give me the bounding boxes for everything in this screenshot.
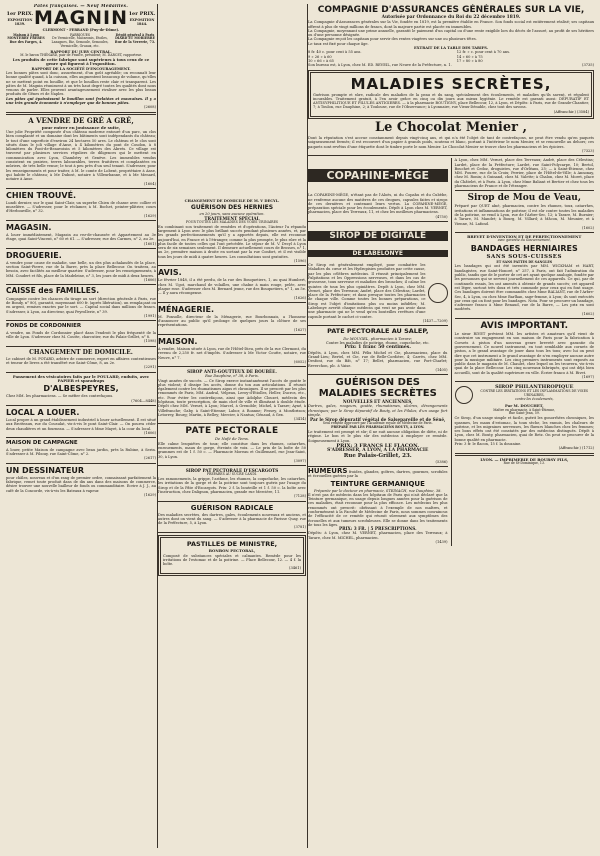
ad-magasin-body: A louer immédiatement, Magasin au rez-de-chaussée et Appartement au 3e étage, quai Saint-Vincent, n° 60 et 61. — S'adresser, rue des Carmes, n° 2, au 2e.	[6, 233, 156, 242]
ad-brevet: BREVET D'INVENTION ET DE PERFECTIONNEMENT	[467, 234, 582, 240]
ad-guerison2-ref: (5386)	[435, 459, 448, 464]
imprint: LYON. — IMPRIMERIE DE BOURSY FILS,	[480, 456, 569, 462]
ad-sirop-antigoutteux-ref: (3414)	[294, 417, 306, 422]
magnin-fabriques: FABRIQUES De Vermicelle, Macaronis, Etoiles, Lazagnes, Riz, Semoule, Semoules, Vermicelle, Gruaux, etc.	[51, 32, 109, 48]
magnin-expo-left: EXPOSITION 1839.	[7, 17, 33, 26]
ad-vendre-body: Une jolie Propriété composée d'un château moderne entouré d'un parc, un clos bien complanté et un domaine dont les bâtiments sont indépendants du château; le tout d'une superficie d'environ 24 hectares 50 ares. Le château et le clos sont situés dans le joli village d'Anse, à 4 kilomètres du pont de Coudon, à 8 kilomètres du Pont-de-Beauvoisin et 5 kilomètres des Abrets. Ce village est traversé par plusieurs services réguliers de diligences qui le mettent en communication avec Lyon, Chambéry et Genève. Les immeubles vendus consistent en prairies, terres labourables, terres fruitières et complantées en mûriers, de très belle venue; le tout à peu près d'un seul tenant. S'adresser, pour les renseignements et pour traiter, à M. le comte de Lobent, propriétaire à Anse, qui habite le château; à Me Dubost, notaire à Villeurbanne, et à Me Menard, notaire à Anse.	[6, 129, 156, 182]
ad-maison-campagne	[6, 440, 156, 460]
ad-vendre-sub: pour entrer en jouissance de suite,	[41, 124, 121, 130]
ad-vecyl-traitement: TRAITEMENT SPÉCIAL	[204, 215, 260, 221]
magnin-jury: RAPPORT DU JURY CENTRAL.	[50, 49, 112, 54]
ad-droguerie	[6, 251, 156, 282]
ad-pastilles-body: Composé de substances spéciales et calmantes. Remède pour les irritations de l'estomac et de la poitrine. — Place Bellecour, 12. — 4 f. la boîte.	[163, 553, 301, 567]
rate-cell: 9 » 26 » à 60	[308, 54, 332, 59]
rate-cell: 14 » 60 » à 75	[456, 54, 483, 59]
ad-mou-de-veau	[455, 193, 595, 230]
ad-pate-pectorale-sub: De Nafé de Tems.	[214, 436, 250, 442]
ad-vendre	[6, 117, 156, 186]
ad-changement-title: CHANGEMENT DE DOMICILE.	[29, 348, 133, 356]
ad-magasin-ref: (1601)	[144, 241, 156, 246]
ad-escargots-sub: PRÉPARÉS AU SUCRE CANDI.	[206, 472, 258, 477]
ad-fonds-title: FONDS DE CORDONNIER	[6, 323, 82, 330]
ad-vie-intro: Le taux est fixé pour chaque âge.	[308, 41, 369, 46]
ad-caisse	[6, 287, 156, 318]
magnin-left-houses: Maison à Lyon MONTERRY FRÈRES Rue des Farges, 4.	[7, 32, 45, 45]
magnin-footer: Les pâtes qui épaississent le bouillon sont frelatées et mauvaises. Il y a une très grande économie à n'employer que de bonnes pâtes.	[6, 96, 156, 106]
ad-caisse-ref: (1991)	[144, 314, 156, 319]
ad-assurances-vie	[308, 5, 594, 68]
ad-avis-body: Le février 1848, il a été perdu, de la rue des Bouquetiers, 1, au quai Humbert, chez M. Ugot, marchand de volailles, une chaîne à main rouge, pelée, avec plaque rose. S'adresser chez M. Bernard jeune, rue des Bouquetiers, n° 1, au 5e. — Il y aura récompense.	[158, 278, 306, 296]
column-middle	[158, 4, 306, 848]
magnin-body: Les bonnes pâtes sont donc, assurément, d'un goût agréable; on reconnaît leur bonne qualité quand, à la cuisson, elles augmentent beaucoup de volume, qu'elles ne se mettent point en bouillie, et que le bouillon reste clair et transparent. Les pâtes de M. Magnin réunissent à un très haut degré toutes les qualités dont nous venons de parler. Elles peuvent avantageusement rivaliser avec les plus beaux produits de Gênes et de Naples.	[6, 70, 156, 97]
ad-fonds	[6, 323, 156, 343]
ad-guerison-radicale-ref: (3781)	[294, 525, 306, 530]
ad-phil-sub: CONTRE LES IRRITATIONS ET LES INFLAMMATIONS DE VOIES URINAIRES,	[480, 389, 589, 398]
ad-dessinateur-ref: (1629)	[144, 492, 156, 497]
ad-chocolat-body: Dont la réputation s'est accrue constamment depuis vingt-cinq ans, et qui n'a été l'objet de tant de contrefaçons, ne peut être vendu qu'en paquets soigneusement fermés; il est recouvert d'un papier à grands poids, soutenu et blanc, portant à l'intérieur le nom Menier, et se renouvelle au dehors; ces paquets sont revêtus d'une étiquette dont le timbre porte le nom Menier. Le Chocolat Menier se trouve chez les pharmaciens et les épiciers.	[308, 136, 594, 149]
ad-changement	[6, 349, 156, 370]
ad-vie-footer: Son bureau est, à Lyon, chez M. ED. REVEIL, rue Neuve de la Préfecture, n. 1.	[308, 63, 452, 68]
ad-droguerie-ref: (1606)	[144, 278, 156, 283]
ad-chocolat-title: Le Chocolat Menier ,	[374, 120, 528, 136]
ad-salep-prix: Prix: 1 franc 50 centimes.	[344, 345, 411, 351]
ad-salep	[308, 328, 448, 372]
ad-avis-important-title: AVIS IMPORTANT.	[480, 321, 568, 332]
ad-changement-ref: (2291)	[144, 365, 156, 370]
ad-pate-pectorale	[158, 426, 306, 463]
ad-phil-prix: Prix: 3 fr. le flacon, 15 f. la douzaine.	[454, 441, 522, 446]
ad-escargots	[158, 468, 306, 498]
ad-chocolat	[308, 121, 594, 153]
column-right	[308, 4, 594, 848]
imprint-address: Rue de St-Dominique, 13.	[503, 460, 545, 465]
ad-changement-body: Le cabinet de M. POTARD, arbitre de commerce, expert en affaires contentieuses et teneur de livres a été transféré rue Saint-Côme, 8, au 2e.	[6, 356, 156, 366]
ad-vie-title: COMPAGNIE D'ASSURANCES GÉNÉRALES SUR LA VIE,	[317, 5, 585, 15]
ad-menagerie	[158, 305, 306, 332]
ad-chien-body: Lundi dernier, sur le quai Saint-Clair, un superbe Chien de chasse avec collier et muselière. — S'adresser, pour le réclamer, à M. Bochet, peintre-plâtrier, cours d'Herbouville, n° 32.	[6, 200, 156, 214]
ad-menagerie-ref: (1627)	[294, 327, 306, 332]
ad-digitale-sub: DE LABELONYE	[308, 250, 448, 257]
ad-mou-title: Sirop de Mou de Veau,	[467, 193, 581, 204]
magnin-right-houses: Dépôt général à Paris DIARD ET MORIERRE Rue de la Verrerie, 73.	[114, 32, 156, 45]
ad-albespeyres	[6, 375, 156, 403]
ad-depots-list	[455, 158, 595, 188]
ad-magasin-title: MAGASIN.	[6, 223, 52, 232]
ad-guerison2-rue: Rue Palais-Grillet, 23.	[343, 453, 412, 460]
seal-icon	[455, 386, 473, 404]
ad-humeurs-ref: (1439)	[435, 540, 448, 545]
ad-vie-body2: La Compagnie, moyennant une prime annuelle, garantit le paiement d'un capital ou d'une rente exigible lors du décès de l'assuré, au profit de ses héritiers ou d'une personne désignée.	[308, 28, 594, 38]
ad-guerison2-depot2: Seul remède approuvé par l'Académie royale de Médecine de Paris.	[322, 421, 433, 426]
ad-phil-ref: (Affranchir.) (1712)	[558, 446, 594, 451]
ad-guerison2-addr: S'ADRESSER, A LYON, A LA PHARMACIE	[327, 447, 429, 453]
ad-sirop-antigoutteux-addr: Rue Dauphine, n° 38, à Paris.	[205, 374, 259, 379]
ad-pastilles	[158, 535, 306, 576]
ad-menagerie-body: M. Ponsolle, directeur de la Ménagerie, rue Bourbonnais, a l'honneur d'annoncer au public qu'il prolonge de quelques jours la clôture de ses représentations.	[158, 314, 306, 328]
ad-vie-body1: La Compagnie d'Assurances générales sur la Vie, fondée en 1819, est la première établie en France. Son fonds social est entièrement réalisé; ses capitaux offrent à plus de vingt millions de francs, dont la majeure partie est placée en immeubles.	[308, 20, 594, 29]
ad-vendre-title: A VENDRE DE GRÉ A GRÉ,	[28, 115, 134, 125]
ad-guerison2-prix: PRIX: 3 FRANCS LE FLACON.	[336, 442, 420, 449]
ad-humeurs	[308, 466, 448, 545]
ad-maison-campagne-body: A louer, petite Maison de campagne avec beau jardin, près la Rubine, à Serin. S'adresser à M. Pibouy, rue Saint-Côme, n° 2.	[6, 447, 156, 457]
ad-digitale-ref: (1437—7209)	[422, 318, 448, 323]
magnin-society: RAPPORT DE LA SOCIÉTÉ D'ENCOURAGEMENT.	[31, 66, 131, 71]
ad-phil-body: Ce Sirop, d'un usage simple et facile, guérit les gonorrhées chroniques, les spasmes, les maux d'estomac, la toux sèche, les ennuis, les chaleurs de poitrine, et les migraines nerveuses, les flueurs blanches chez les femmes; ses bons effets ont été constatés par des médecins distingués. Dépôt à Lyon, chez M. Bouty, pharmacien, quai de Retz. On peut se procurer de la bonne qualité en pharmacie.	[454, 416, 594, 442]
ad-vecyl-guerison: GUÉRISON DES HERNIES	[190, 204, 274, 212]
ad-droguerie-title: DROGUERIE.	[6, 250, 62, 260]
ad-phil-sub2: contre les écoulements,	[515, 396, 554, 401]
ad-bandages-sub: SANS SOUS-CUISSES	[486, 254, 562, 261]
ad-salep-body: Contre les maladies de poitrine, rhume, coqueluche, etc.	[325, 340, 430, 345]
ad-sirop-antigoutteux-body: Vingt années de succès. — Ce Sirop exerce instantanément l'accès de goutte le plus violent; il dissipe les accès, donne du ton aux articulations. Il réussit également contre les rhumatismes aigus et chroniques. Il se prescrit par les plus renommés de Paris, MM. Andral, Velpeau, Leroy-d'Etiolles, Heller, Ducros, etc., etc. Pour éviter les contrefaçons, ainsi que Adolphe Clouzet, médecin des hôpitaux, toute prescription, de main chef de ville et illimitant à double étude. Dépôt chez MM. Vernet, à Lyon; Marcel, à Grenoble; Michel, à Tarare; Ayné, à Villefranche; Gaby, à Saint-Etienne; Labor, à Roanne; Fessey, à Montbrison; Letorrey, Bourg; Martin, à Belley; Mercier, à Nantua; Génaud, à Gex.	[158, 378, 306, 417]
ad-avis-ref: (1626)	[294, 295, 306, 300]
ad-dessinateur-body: pour châles, nouveau et d'un rang de premier ordre, connaissant parfaitement la fabrique, remet toute produit dans de dix ans dans des maisons de commerce, désire trouver une nouvelle bailleur de fonds ou commanditaire. Ecrire à J. J., au café de la Concorde, vis-à-vis les Bateaux à vapeur.	[6, 475, 156, 493]
ad-fonds-body: A vendre, un Fonds de Cordonnier placé dans l'endroit le plus fréquenté de la ville de Lyon. S'adresser chez M. Coutte, charcutier, rue du Palais-Grillet, n° 8.	[6, 330, 156, 340]
ad-pastilles-sub: BONBON PECTORAL,	[208, 548, 256, 554]
ad-vie-sub: Autorisée par Ordonnance du Roi du 22 décembre 1819.	[381, 15, 521, 20]
ad-sirop-digitale	[308, 231, 448, 323]
ad-fonds-ref: (1598)	[144, 339, 156, 344]
ad-chocolat-ref: (7323)	[582, 148, 594, 153]
ad-humeurs-teinture: TEINTURE GERMANIQUE	[330, 479, 425, 488]
ad-avis-important	[455, 321, 595, 379]
ad-mou-body: Préparé par QUET aîné, pharmacien, contre les rhumes, toux, catarrhes, irritations et inflammations de poitrine; il est sûr contre toutes les maladies de la poitrine, se vend à Lyon, rue de l'Arbre-Sec, 12; à Tarare, M. Burnier; à Tarare, M. Mandet; à Bourg, M. Villard; à Mâcon, M. Meunier, et à Vienne, M. Lafond.	[454, 204, 594, 226]
ad-copahine-body: La COPAHINE-MÈGE, n'étant pas de l'Aloès, ni du Copahu et du Cubèbe, ne renferme aucune des matières de ces drogues, capsules faites et sirops de ces dernières et contenant leurs vertus. La COPAHINE-MÈGE, préparation spéciale pour les écoulements. Dépôt à Lyon chez M. VERNET, pharmacien, place des Terreaux, 11, et chez les meilleurs pharmaciens.	[308, 193, 448, 215]
ad-menagerie-title: MÉNAGERIE.	[158, 304, 214, 314]
magnin-banner: Pâtes françaises. — Neuf Médailles.	[33, 4, 129, 8]
ad-phil-by2: Maître en pharmacie, à Saint-Étienne,	[493, 407, 556, 412]
ad-avis-important-ref: (1697)	[582, 375, 594, 380]
ad-vecyl-title: CHANGEMENT DE DOMICILE DE M. V DECYL.	[184, 199, 280, 203]
magnin-name: MAGNIN	[33, 7, 129, 30]
newspaper-ad-page	[6, 4, 594, 848]
ad-vie-body3: La Compagnie reçoit les capitaux pour servir des rentes viagères sur une ou plusieurs têtes.	[308, 37, 477, 42]
ad-vecyl-guerison-sub: en 20 jours, sans aucune opération.	[199, 212, 265, 217]
ad-guerison2-body2: Le traitement est prompt et sûr; il ne suit aucune obligation de diète, ni de régime. Le bon et le plus sûr des médecins à employer ce remède. Soigneusement à Lyon.	[308, 429, 448, 443]
ad-vecyl-traitement-sub: POUR TOUTES LES MALADIES DES VOIES URINAIRES	[185, 219, 279, 224]
ad-guerison2-sub: NOUVELLES ET ANCIENNES,	[342, 399, 413, 405]
rate-cell: 10 » 66 » à 65	[308, 58, 334, 63]
column-left	[6, 4, 156, 848]
ad-bandages-body: Les bandages qui ont été inventés par MM. WICKHAM et HART, bandagistes, rue Saint-Honoré, n° 257, à Paris, ont fait l'admiration du public, tandis que de le porter de cet art ayant quelque analogie, fondée par les personnes qui se servent journellement de ces appareils. Ce qui, par de continuels essais, les ont amenés à obtenir de grands succès; cet appareil est léger, surtout très doux et très commode pour ceux qui en font usage. Ces bandages doivent être commandés chez Mme BALIANT, rue de l'Arbre-Sec, 4, à Lyon, ou chez Mme Barlhan, sage-femme, à Lyon; ils sont exécutés par ceux qui on font pour les bandages. Nota. Pour se procurer un bandage, s'adresser franco à Mme Renaud, rue de la Barre, — Les prix en sont modérés.	[454, 264, 594, 312]
ad-guerison-radicale	[158, 504, 306, 530]
seal-icon	[428, 283, 448, 303]
ad-humeurs-title: HUMEURS	[308, 466, 348, 475]
rate-cell: 12 fr. » c. pour cent à 70 ans.	[456, 50, 511, 55]
ad-dessinateur-title: UN DESSINATEUR	[6, 465, 85, 475]
ad-phil-title: SIROP PHILANTHROPIQUE	[495, 384, 574, 391]
ad-digitale-body: Ce Sirop est généralement employé, pour combattre les Maladies du cœur et les Hydropisies produites par cette cause, par les plus célèbres médecins. Il réussit principalement les Palpitations et les Oppressions nerveuses, et dans les cas de grossesse, toux nerveuse et maladies des bronches; il calme les quintes de toux les plus opiniâtres. Depôt à Lyon, chez MM. Vernet, place des Terreaux; André, place des Célestins; Lardet, place de la Préfecture; et dans presque toutes les pharmacies de chaque ville. Comme toutes les bonnes préparations, ce Sirop est l'objet d'imitations plus ou moins infidèles; M. Labelonye avertit chaque médecin qui veut ne pas avoir dans une pharmacie qui ne le vend qu'en bouteilles revêtues d'une capsule portant le cachet ci-contre.	[308, 263, 426, 319]
magnin-place: CLERMONT - FERRAND (Puy-de-Dôme).	[42, 28, 120, 33]
ad-sirop-antigoutteux-title: SIROP ANTI-GOUTTEUX DE BOUBÉE.	[187, 369, 277, 375]
ad-humeurs-sub: Préparée par le docteur en pharmacie, STEINACH, rue Dauphine, 38.	[313, 488, 442, 493]
ad-caisse-body: Compagnie contre les chances du tirage au sort (direction générale à Paris, rue de Bondy, n° 80), garantit, moyennant 600 fr. (après libération), un remplaçant ou en argent, remises exactes par le sort. — Capital social dans millions de francs. S'adresser, à Lyon, au directeur, quai Peyrollerie, n° 39.	[6, 296, 156, 314]
ad-phil-addr: Rue Saint-Jean, 59.	[508, 411, 540, 416]
ad-vendre-ref: (1604)	[144, 181, 156, 186]
ad-sirop-antigoutteux	[158, 369, 306, 421]
ad-brevet-sub: avec garantie du Gouvernement,	[497, 238, 551, 243]
ad-secretes-body: Guérison prompte et sûre, radicale des maladies de la peau et du sang, spécialement des écoulements, et maladies qu'ils savent, et régulent incurables. Traitement gratuit, à l'en avoir grâce en cinq ou dix jours aux mieux hygiénie. Le remède est garanti aussi: DÉPURATIF ET ANTISYPHILITIQUE ET PILULES ANTIGIERES. — à la pharmacie BOUTIGNY, place Bellecour, 12, à Lyon, et Dépôts: à Paris, rue de Grande-Chantier, 7; à Toulon, rue Dauphine, 2; à Toulouse, rue de l'Observance; à Lyonnaire, rue Vieux-Dénuble, chez tout des savons.	[313, 92, 589, 110]
magnin-ref: (2608)	[144, 105, 156, 110]
ad-salep-depot: Dépôts, à Lyon, chez MM. Félix Michel et Cie, pharmaciens, place du Grand-Lieu; Bertel, et Cie, rue de Belle-Cordière, 4; Carrès, chez MM. Desfont, rue du Bât, n° 17; Bellet, pharmacien, rue Port-Charlet; Reverchon, plc. à Vaise.	[308, 350, 448, 368]
magnin-jury-names: M. le baron THÉNARD, pair de France, président; M. DARCET, rapporteur.	[20, 53, 142, 58]
ad-bandages-sub2: ET SANS PATTES DE SANGLES	[496, 259, 553, 264]
ad-avis	[158, 268, 306, 299]
ad-copahine-title: COPAHINE-MÈGE	[308, 169, 448, 182]
ad-caisse-title: CAISSE des FAMILLES.	[6, 286, 100, 296]
ad-albes-ref: (7604—8448)	[131, 398, 156, 403]
ad-local-body: Local propre à un grand établissement industriel à louer actuellement. Il est situé aux Brotteaux, rue du Cousulat, vis-à-vis le pont Saint-Clair. — On pourra céder deux chaudières et un fourneau. — S'adresser à Mme Mayet, à la cour du local.	[6, 418, 156, 431]
ad-chien-title: CHIEN TROUVÉ.	[6, 190, 77, 200]
ad-salep-ref: (1405)	[435, 367, 448, 372]
magnin-expo-right: EXPOSITION 1844.	[129, 17, 155, 26]
ad-guerison-radicale-title: GUÉRISON RADICALE	[190, 503, 274, 512]
ad-mou-ref: (1602)	[582, 225, 594, 230]
ad-guerison2-fabric: PRÉPARÉ PAR LES PHARMACIENS BOUTY, A LYON.	[331, 425, 425, 430]
ad-maladies-secretes	[308, 70, 594, 119]
ad-copahine	[308, 169, 448, 219]
ad-maison-campagne-ref: (2617)	[144, 456, 156, 461]
ad-escargots-ref: (7128)	[294, 494, 306, 499]
ad-bandages-title: BANDAGES HERNIAIRES	[470, 244, 578, 254]
ad-pate-pectorale-body: Elle calme lesquiétes de toux; elle constitue dans les rhumes, catarrhes, enrouements, maux de gorge, étreints de voix. — Le prix de la boîte de 50 grammes est de 1 f. 50 c. — Pharmacie Moreau et Guillemard, rue Jean-Saint, 30, à Lyon.	[158, 441, 306, 459]
magnin-ad	[6, 4, 156, 110]
ad-humeurs-body: Il n'est pas de médecin dans les hôpitaux de Paris qui n'ait déclaré que la Teinture germanique, en usage depuis longues années pour la guérison de ces maladies, était reconnue pour la plus efficace. Les médecins les plus renommés ont prescrit: obéissant à l'exemple de nos maîtres, et conformément à la Faculté de Médecine de Paris, nous sommes convaincus de l'efficacité de ce remède qui réussit sûrement aux symptômes des écrouelles et aux tumeurs scrofuleuses. Elle se donne dans les traitements de tous les âges.	[308, 492, 448, 527]
ad-albes-body: Chez MM. les pharmaciens. — Se méfier des contrefaçons.	[6, 394, 114, 399]
magnin-prize-right: 1er PRIX.	[128, 11, 156, 18]
ad-humeurs-prix: PRIX: 3 FR. | 5 PRESCRIPTIONS.	[338, 526, 417, 532]
ad-phil-by: Par M. DOUCHET,	[504, 403, 544, 409]
ad-guerison2-depot: Par le Sirop dépuratif végétal de Salsepareille et de Séné,	[309, 417, 446, 423]
magnin-prize-left: 1er PRIX.	[6, 11, 34, 18]
ad-avis-important-body: Le sieur RIVET prévient MM. les artistes et amateurs qu'il vient de construire un engagement en son maison de Paris pour la fabrication à Corsets à piston d'un nouveau genre breveté avec garantie du gouvernement. Ce nouvel instrument, en tout semblable aux cornets de piston, a le grand avantage de jouer dans tous les tons; avec lui on peut dire que cet instrument a le grand avantage de n'en employer aucune autre pour la musique militaire. Les cinq premiers instruments sont exposés au public dans le magasin de M. Chaulet, chez lequel on les trouvera, vis-à-vis quai de la place Bellecour. Les cinq nouveaux fabriqués, qui ont déjà bien accueilli, sont de la qualité supérieure en ville. Écrire franco à M. Rivet.	[454, 332, 594, 375]
ad-digitale-title: SIROP DE DIGITALE	[308, 231, 448, 241]
ad-guerison2-title: GUÉRISON DES MALADIES SECRÈTES	[318, 377, 437, 400]
ad-chien	[6, 191, 156, 218]
ad-magasin	[6, 223, 156, 246]
ad-avis-title: AVIS.	[158, 268, 182, 278]
ad-bandages-ref: (1602)	[582, 311, 594, 316]
ad-chien-ref: (1629)	[144, 213, 156, 218]
ad-vecyl-ref: (1596)	[294, 259, 306, 264]
ad-bandages	[455, 235, 595, 316]
ad-pastilles-title: PASTILLES DE MINISTRE,	[186, 539, 278, 548]
ad-albes-name: D'ALBESPEYRES,	[43, 384, 119, 394]
ad-escargots-title: SIROP PAT PECTORALE D'ESCARGOTS	[185, 468, 279, 474]
ad-pastilles-ref: (3461)	[289, 566, 301, 571]
ad-local-title: LOCAL A LOUER.	[6, 408, 80, 418]
ad-vecyl	[158, 199, 306, 263]
ad-albes-pans: Pansement des vésicatoires faits par le POULARD, enduits, avec PAPIER et sparadraps	[12, 373, 150, 384]
rate-cell: 8 fr. 40 c. pour cent à 55 ans.	[308, 50, 362, 55]
ad-humeurs-intro: froides, glandes, goîtres, dartres, gourmes, scrofules et écrouelles guéries par la	[308, 469, 448, 479]
ad-pate-pectorale-title: PATE PECTORALE	[185, 426, 279, 437]
ad-dessinateur	[6, 466, 156, 497]
ad-depots-body: A Lyon, chez MM. Vernet, place des Terreaux; Andrè, place des Célestins; Lardet, place de la Préfecture; Lardet, rue Saint-Polycarpe, 10; Bertol, Bouchet et Cedoz, droguistes, rue d'Orléans, 25; — à Saint-Etienne, chez MM. Fourer, rue de la Croix; Perrier, place de l'Hôtel-de-Ville; à Annonay, chez M. Ronin; à Guinand, chez M. Valette; à Chalon, chez M. Moret, place du Châtelet, et à Paris. A Lyon, chez Mme Baliant et Bertier et chez tous les pharmaciens de France et de l'étranger.	[454, 158, 594, 189]
ad-maison-title: MAISON.	[158, 337, 198, 347]
ad-guerison-radicale-body: Des maladies secrètes, des dartres, gales, écoulements nouveaux et anciens, et autres dont on vient du sang. — S'adresser à la pharmacie de Parisse Quay, rue de la Préfecture, 5, à Lyon.	[158, 512, 306, 526]
ad-secretes-title: MALADIES SECRÈTES,	[350, 74, 552, 93]
ad-guerison-secretes	[308, 377, 448, 464]
ad-maison-campagne-title: MAISON DE CAMPAGNE	[6, 440, 78, 447]
ad-maison-ref: (6052)	[294, 359, 306, 364]
ad-droguerie-body: A vendre pour cause de maladie, une belle, un des plus achalandés de la place, section Saint-Pierre, rue de la Barre, près la place Bellecour. On traitera, au besoin, avec facilités au meilleur quartier. S'adresser, pour les renseignements, à MM. Coudert et fils, place de la Madeleine, n° 3, les jours de midi à deux heures.	[6, 260, 156, 278]
ad-escargots-body: Les ramonements, la grippe, l'asthme, les rhumes, la coqueluche, les catarrhes, les irritations de la gorge et de la poitrine sont toujours guéris par l'usage du Sirop et de la Pâte d'Escargots. Prix: 2 f. la bouteille et 1 f. 50 c. la boîte avec l'instruction, chez Dalignon, pharmacien, grande rue Mercière, 11.	[158, 477, 306, 494]
ad-vie-extract: EXTRAIT DE LA TABLE DES TARIFS.	[414, 46, 488, 51]
ad-vie-ref: (3735)	[582, 63, 594, 68]
ad-copahine-ref: (4750)	[435, 214, 448, 219]
ad-secretes-ref: (Affranchir.) (3584)	[553, 109, 589, 114]
ad-vecyl-body: En combinant son traitement de remèdes et d'opérations, l'Auteur l'a répandu largement à Lyon avec le plus brillant succès pendant plusieurs années, et, par les grands perfectionnements qu'il y a apportés depuis, elle est reconnue aujourd'hui, en France et à l'étranger, comme la plus prompte, le plus sûre et la plus facile de toutes celles qui l'ont précédée. Le séjour de M. V. Decyl à Lyon sera de six semaines seulement. Il demeure actuellement cours de Brosses, n° 1, au 2e, première maison à droite en sortant par la rue Confort, et il est visible tous les jours de midi à quatre heures. Les consultations sont gratuites.	[158, 224, 306, 259]
ad-salep-sub: De MOUGEL, pharmacien à Tarare;	[343, 335, 413, 341]
ad-local-ref: (1606)	[144, 430, 156, 435]
ad-humeurs-depot: Dépôts: à Lyon, chez M. VERNET, pharmacien, place des Terreaux; à Tarare, chez M. MICHEL, pharmacien.	[308, 531, 448, 540]
rate-cell: 17 » 80 » à 80	[456, 58, 483, 63]
magnin-claim: Les produits de cette fabrique sont supérieurs à tous ceux de ce genre qui figurent à l'exposition.	[12, 56, 150, 67]
ad-maison	[158, 337, 306, 364]
ad-sirop-philanthropique	[455, 384, 595, 450]
ad-local	[6, 408, 156, 435]
ad-vie-rates	[308, 50, 594, 63]
ad-maison-body: A vendre, Maison située à Lyon, rue de l'Hôtel-Dieu, près de la rue Clermont, du revenu de 2,250 fr. net d'impôts. S'adresser à Me Victor Coutte, notaire, rue Neuve, n° 7.	[158, 347, 306, 360]
ad-guerison2-body: Dartres, gales, rougeurs, goutte, rhumatismes, ulcères, dérangements chroniques; par le Sirop dépuratif de Bouty, et les Pilules, d'un usage fort simple.	[308, 404, 448, 418]
ad-pate-pectorale-ref: (3097)	[294, 458, 306, 463]
ad-salep-title: PATE PECTORALE AU SALEP,	[327, 327, 429, 336]
